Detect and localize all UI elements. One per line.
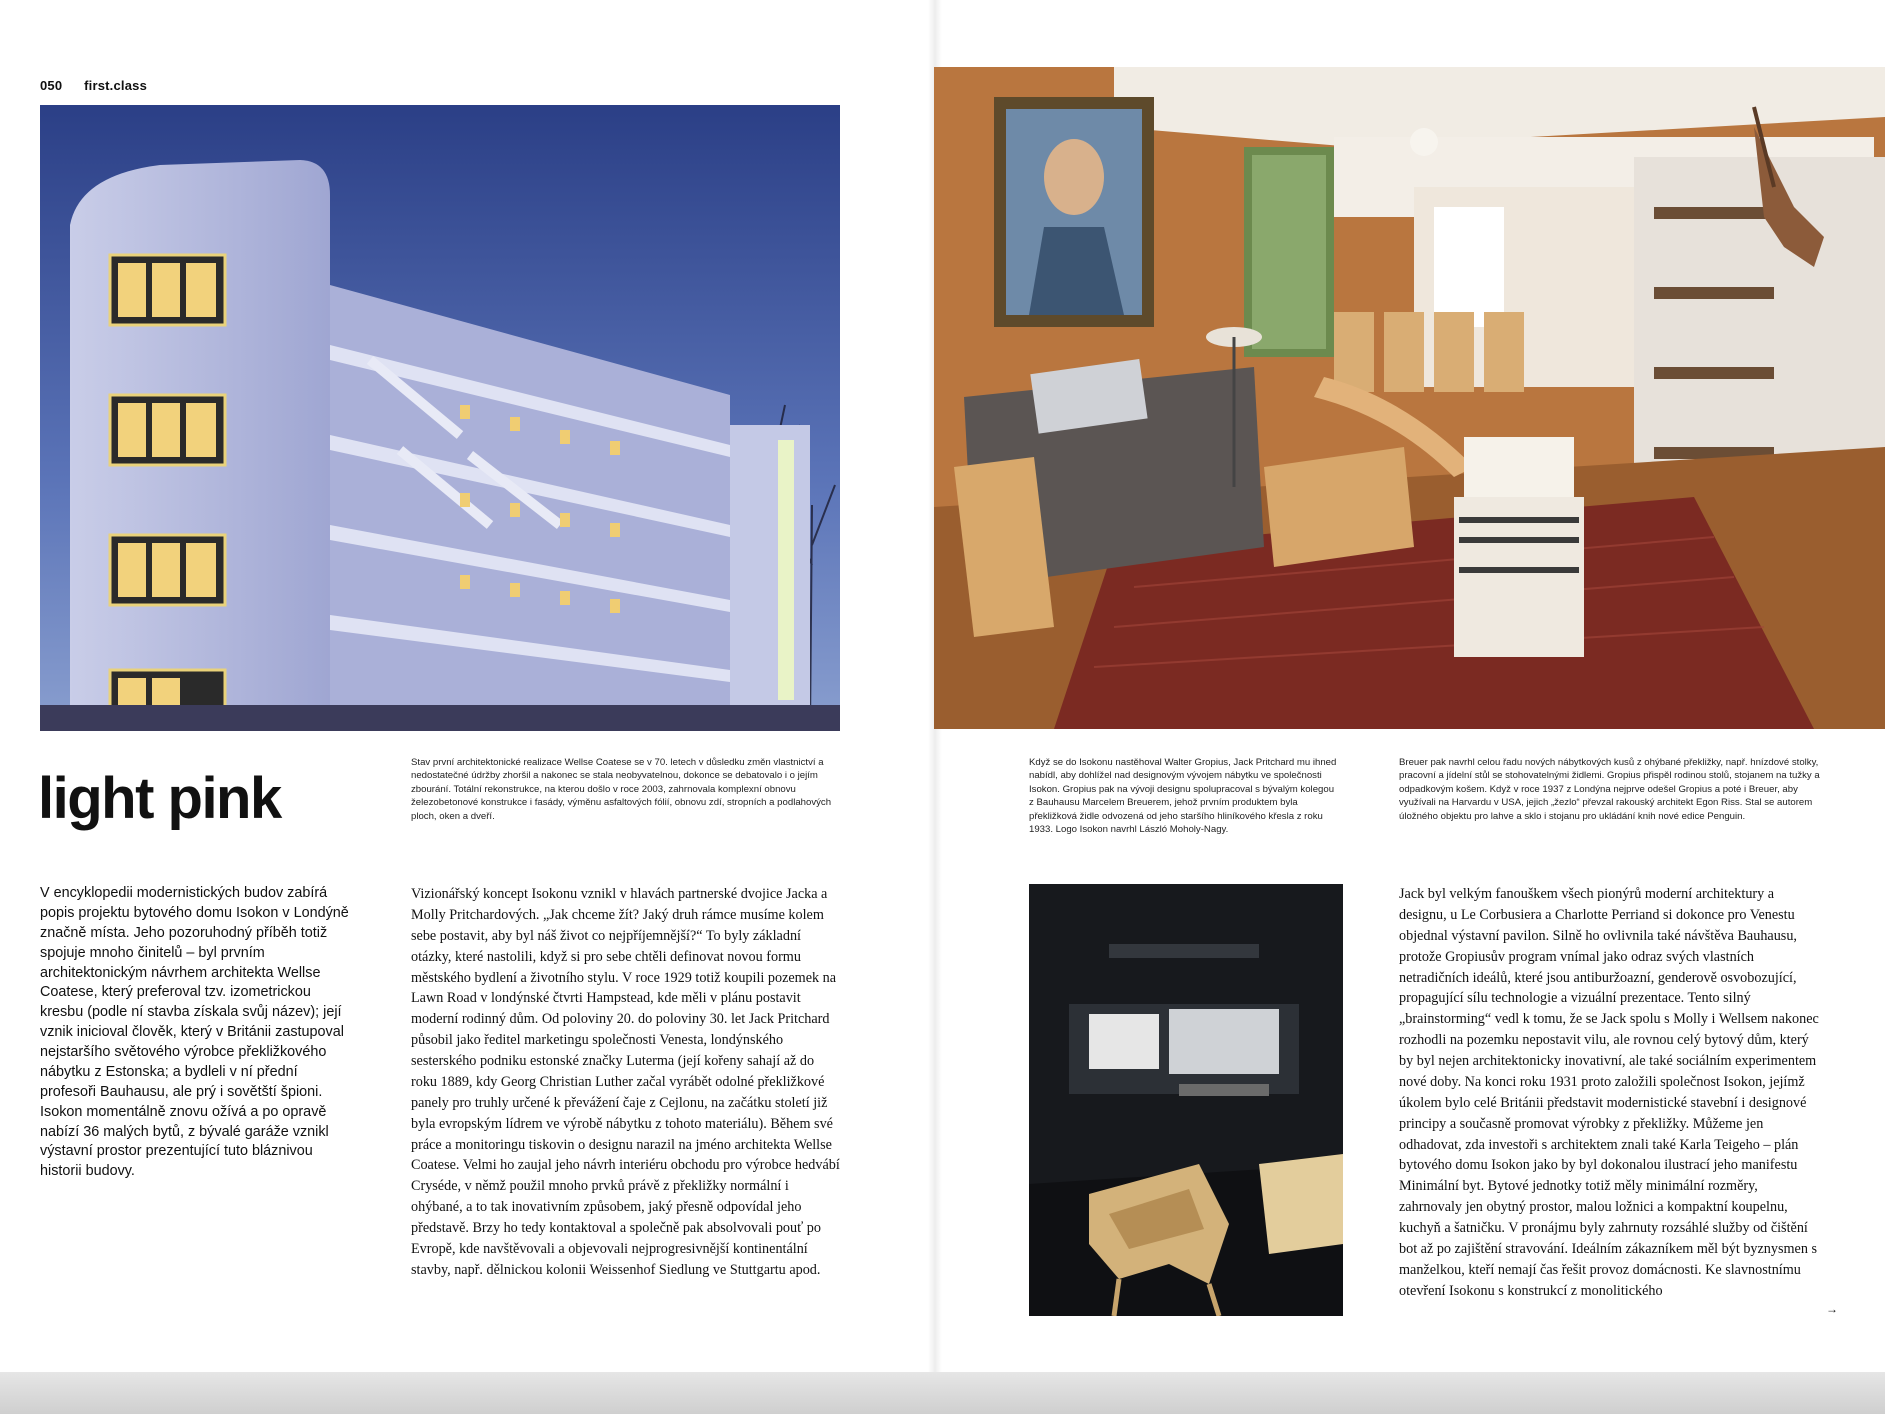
caption-interior-right: Breuer pak navrhl celou řadu nových nábytkových kusů z ohýbané překližky, např. hnízdové stolky, pracovní a jídelní stůl se stohovatelnými židlemi. Gropius přispěl rodinou stolů, stojanem na tužky a odpadkovým košem. Když v roce 1937 z Londýna nejprve odešel Gropius a poté i Breuer, aby využívali na Harvardu v USA, jejich „žezlo“ převzal rakouský architekt Egon Riss. Stal se autorem úložného objektu pro lahve a sklo i stojanu pro ukládání knih nové edice Penguin. (1399, 757, 1820, 822)
living-room-interior-photo (934, 67, 1885, 729)
page-bottom-edge (0, 1372, 1885, 1414)
caption-interior-left: Když se do Isokonu nastěhoval Walter Gropius, Jack Pritchard mu ihned nabídl, aby dohlížel nad designovým vývojem nábytku ve společnosti Isokon. Gropius pak na vývoji designu spolupracoval s bývalým kolegou z Bauhausu Marcelem Breuerem, jehož prvním produktem byla překližková židle odvozená od jeho staršího hliníkového křesla z roku 1933. Logo Isokon navrhl László Moholy-Nagy. (1029, 757, 1337, 836)
continue-arrow: → (1826, 1302, 1838, 1316)
lead-paragraph: V encyklopedii modernistických budov zabírá popis projektu bytového domu Isokon v Londýně značně místa. Jeho pozoruhodný příběh totiž spojuje mnoho činitelů – byl prvním architektonickým návrhem architekta Wellse Coatese, který preferoval tzv. izometrickou kresbu (podle ní stavba získala svůj název); její vznik inicioval člověk, který v Británii zastupoval nejstaršího světového výrobce překližkového nábytku z Estonska; a bydleli v ní přední profesoři Bauhausu, ale prý i sovětští špioni. Isokon momentálně znovu ožívá a po opravě nabízí 36 malých bytů, z bývalé garáže vznikl výstavní prostor prezentující tuto bláznivou historii budovy. (40, 885, 349, 1180)
body-text-column-right: Jack byl velkým fanouškem všech pionýrů moderní architektury a designu, u Le Corbusiera a Charlotte Perriand si dokonce pro Venestu objednal výstavní pavilon. Silně ho ovlivnila také návštěva Bauhausu, protože Gropiusův program vnímal jako odraz svých vlastních netradičních ideálů, které jsou antiburžoazní, genderově osvobozující, propagující sílu technologie a vizuální prezentace. Tento silný „brainstorming“ vedl k tomu, že se Jack spolu s Molly i Wellsem nakonec rozhodli na pozemku nepostavit vilu, ale rovnou celý bytový dům, který by byl nejen architektonicky inovativní, ale také sociálním experimentem nové doby. Na konci roku 1931 proto založili společnost Isokon, jejímž úkolem bylo celé Británii představit modernistické stavební i designové principy a současně promovat výrobky z překližky. Můžeme jen odhadovat, zda investoři s architektem znali také Karla Teigeho – plán bytového domu Isokon jako by byl dokonalou ilustrací jeho manifestu Minimální byt. Bytové jednotky totiž měly minimální rozměry, zahrnovaly jen obytný prostor, malou ložnici a kompaktní koupelnu, kuchyň a šatničku. V pronájmu byly zahrnuty rozsáhlé služby od čištění bot až po zajištění stravování. Ideálním zákazníkem měl být byznysmen s manželkou, kteří nemají čas řešit provoz domácnosti. Ke slavnostnímu otevření Isokonu s konstrukcí z monolitického (1399, 886, 1819, 1299)
body-text-column-left: Vizionářský koncept Isokonu vznikl v hlavách partnerské dvojice Jacka a Molly Pritchardových. „Jak chceme žít? Jaký druh rámce musíme kolem sebe postavit, aby byl náš život co nejpříjemnější?“ To byly základní otázky, které nastolili, když si pro sebe chtěli definovat novou formu městského bydlení a životního stylu. V roce 1929 totiž koupili pozemek na Lawn Road v londýnské čtvrti Hampstead, kde měli v plánu postavit moderní rodinný dům. Od poloviny 20. do poloviny 30. let Jack Pritchard působil jako ředitel marketingu společnosti Venesta, londýnského sesterského podniku estonské značky Luterma (její kořeny sahají až do roku 1889, kdy Georg Christian Luther začal vyrábět odolné překližkové panely pro truhly určené k převážení čaje z Cejlonu, na začátku století již byla evropským lídrem ve výrobě nábytku z tohoto materiálu). Během své práce a monitoringu tiskovin o designu narazil na jméno architekta Wellse Coatese. Velmi ho zaujal jeho návrh interiéru obchodu pro výrobce hedvábí Cryséde, v němž použil mnoho prvků právě z překližky normální i ohýbané, a to tak inovativním způsobem, jaký přesně odpovídal jeho představě. Brzy ho tedy kontaktoval a společně pak absolvovali pouť po Evropě, kde navštěvovali a objevovali nejprogresivnější kontinentální stavby, např. dělnickou kolonii Weissenhof Siedlung ve Stuttgartu apod. (411, 886, 840, 1278)
page-number: 050 (40, 78, 63, 93)
section-name: first.class (84, 78, 148, 93)
exhibition-furniture-photo (1029, 884, 1343, 1316)
article-title: light pink (38, 766, 281, 831)
caption-building: Stav první architektonické realizace Wellse Coatese se v 70. letech v důsledku změn vlastnictví a nedostatečné údržby zhoršil a nakonec se stala neobyvatelnou, dokonce se debatovalo i o jejím zbourání. Totální rekonstrukce, na kterou došlo v roce 2003, zahrnovala komplexní obnovu železobetonové konstrukce i fasády, výměnu asfaltových fólií, obnovu zdí, stropních a podlahových ploch, oken a dveří. (411, 757, 832, 822)
building-exterior-photo (40, 105, 840, 731)
page-header (40, 78, 147, 93)
